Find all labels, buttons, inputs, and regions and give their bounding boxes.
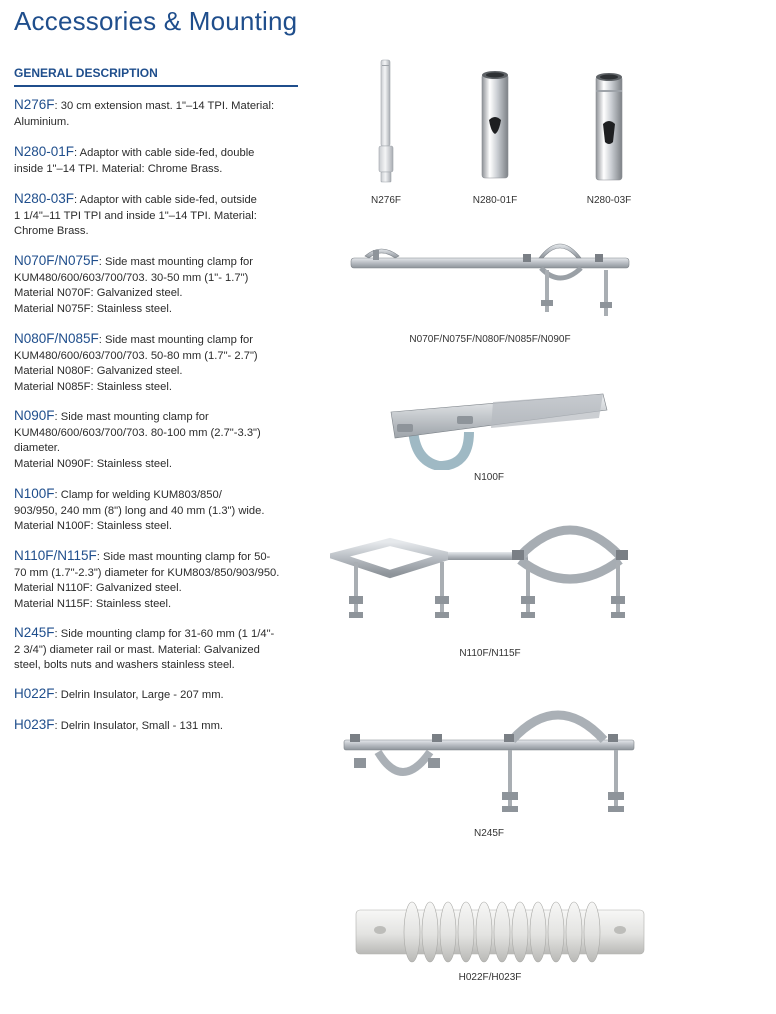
item-n110f-n115f bbox=[14, 548, 302, 612]
item-text: : Clamp for welding KUM803/850/ bbox=[54, 489, 222, 501]
insulator-caption: H022F/H023F bbox=[458, 972, 522, 983]
item-n276f bbox=[14, 97, 302, 130]
item-text: Aluminium. bbox=[14, 115, 70, 128]
item-n090f bbox=[14, 408, 302, 472]
item-text: Material N110F: Galvanized steel. bbox=[14, 582, 182, 594]
item-code: N280-03F bbox=[14, 191, 75, 206]
item-text: inside 1"–14 TPI. Material: Chrome Brass. bbox=[14, 162, 223, 175]
item-text: KUM480/600/603/700/703. 50-80 mm (1.7"- 2.7") bbox=[14, 349, 258, 362]
n100f-caption: N100F bbox=[473, 472, 504, 483]
item-n280-03f bbox=[14, 191, 302, 240]
n276f-caption: N276F bbox=[370, 195, 401, 206]
n245f-image bbox=[338, 708, 638, 824]
page-title: Accessories & Mounting bbox=[14, 6, 298, 36]
item-code: N090F bbox=[14, 408, 55, 423]
item-text: KUM480/600/603/700/703. 30-50 mm (1"- 1.7") bbox=[14, 271, 249, 284]
item-text: Material N075F: Stainless steel. bbox=[14, 302, 172, 315]
item-text: Material N090F: Stainless steel. bbox=[14, 457, 172, 470]
item-n280-01f bbox=[14, 144, 302, 177]
item-n245f bbox=[14, 625, 302, 674]
item-n100f bbox=[14, 486, 302, 535]
n280-03f-caption: N280-03F bbox=[586, 195, 632, 206]
item-text: 1 1/4"–11 TPI TPI and inside 1"–14 TPI. Material: bbox=[14, 209, 257, 222]
clamp-group-image bbox=[345, 240, 635, 326]
item-text: Material N070F: Galvanized steel. bbox=[14, 287, 183, 299]
item-text: : Side mast mounting clamp for bbox=[98, 334, 254, 346]
item-text: : Delrin Insulator, Small - 131 mm. bbox=[54, 720, 224, 732]
item-code: N280-01F bbox=[14, 144, 75, 159]
item-h023f bbox=[14, 717, 302, 735]
n110f-image bbox=[330, 522, 650, 634]
item-text: 903/950, 240 mm (8") long and 40 mm (1.3") wide. bbox=[14, 504, 265, 517]
item-text: Material N115F: Stainless steel. bbox=[14, 597, 172, 610]
item-code: H022F bbox=[14, 686, 55, 701]
item-text: : Side mast mounting clamp for bbox=[54, 411, 209, 423]
item-text: 2 3/4") diameter rail or mast. Material: Galvanized bbox=[14, 643, 260, 656]
item-text: Material N100F: Stainless steel. bbox=[14, 520, 172, 532]
item-n070f-n075f bbox=[14, 253, 302, 317]
section-heading: GENERAL DESCRIPTION bbox=[14, 66, 298, 87]
item-text: : Adaptor with cable side-fed, outside bbox=[74, 194, 257, 206]
item-code: H023F bbox=[14, 717, 55, 732]
clamp-group-caption: N070F/N075F/N080F/N085F/N090F bbox=[409, 334, 571, 345]
item-text: Material N085F: Stainless steel. bbox=[14, 380, 172, 393]
item-text: Chrome Brass. bbox=[14, 225, 89, 237]
item-text: : Side mounting clamp for 31-60 mm (1 1/4"- bbox=[54, 628, 275, 640]
item-n080f-n085f bbox=[14, 331, 302, 395]
n100f-image bbox=[383, 388, 609, 470]
item-text: Material N080F: Galvanized steel. bbox=[14, 365, 183, 377]
n280-01f-image bbox=[478, 68, 512, 184]
n280-01f-caption: N280-01F bbox=[472, 195, 518, 206]
item-code: N276F bbox=[14, 97, 55, 112]
item-text: steel, bolts nuts and washers stainless steel. bbox=[14, 659, 235, 671]
insulator-image bbox=[352, 898, 648, 968]
item-text: : Side mast mounting clamp for 50- bbox=[96, 551, 271, 563]
n110f-caption: N110F/N115F bbox=[459, 648, 521, 659]
item-code: N100F bbox=[14, 486, 55, 501]
item-text: : Delrin Insulator, Large - 207 mm. bbox=[54, 689, 224, 701]
item-text: : 30 cm extension mast. 1"–14 TPI. Material: bbox=[54, 100, 275, 112]
item-code: N080F/N085F bbox=[14, 331, 99, 346]
item-h022f bbox=[14, 686, 302, 704]
item-code: N070F/N075F bbox=[14, 253, 99, 268]
item-text: diameter. bbox=[14, 442, 61, 454]
item-text: : Adaptor with cable side-fed, double bbox=[74, 147, 255, 159]
n280-03f-image bbox=[592, 68, 626, 184]
item-text: : Side mast mounting clamp for bbox=[98, 256, 254, 268]
item-code: N110F/N115F bbox=[14, 548, 97, 563]
item-text: KUM480/600/603/700/703. 80-100 mm (2.7"-3.3") bbox=[14, 426, 261, 439]
item-text: 70 mm (1.7"-2.3") diameter for KUM803/850/903/950. bbox=[14, 566, 280, 579]
n276f-image bbox=[368, 58, 404, 186]
item-code: N245F bbox=[14, 625, 55, 640]
n245f-caption: N245F bbox=[473, 828, 504, 839]
